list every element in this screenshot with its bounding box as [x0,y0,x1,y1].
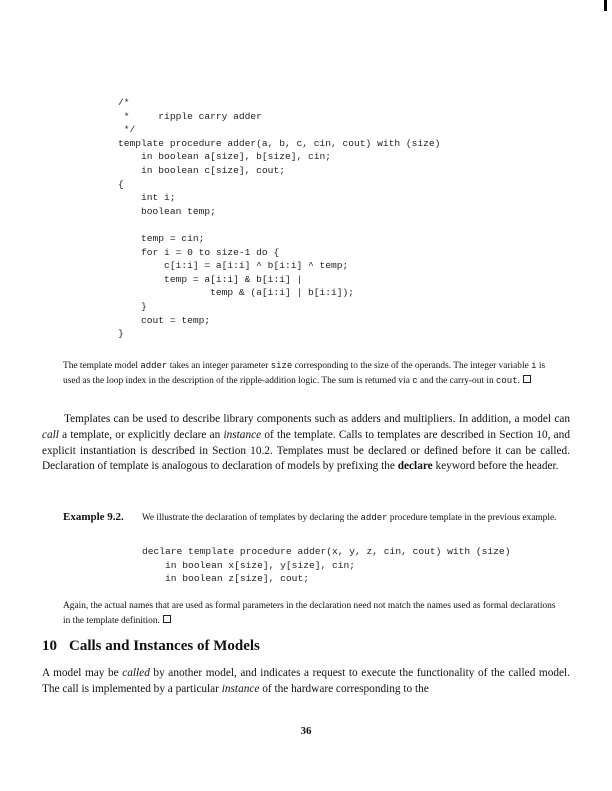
text: and the carry-out in [417,376,496,386]
section-heading [42,638,272,655]
code-text: cout [496,376,518,386]
code-line: temp = cin; [118,232,205,244]
text: Again, the actual names that are used as formal parameters in the declaration need not match the names used as formal declarations in the template definition. [63,601,556,626]
code-line: /* [118,97,130,108]
code-text: size [270,361,293,371]
example-9-2 [63,510,563,526]
text: of the template. Calls to templates are described in Section 10, and explicit instantiation is described in Section 10.2. Templates must be declared or defined before it can be called. Declaration of template is analogous to declaration of models by prefixing the [42,428,570,473]
paragraph-templates [42,412,570,475]
code-line: in boolean x[size], y[size], cin; [142,559,356,571]
section-title: Calls and Instances of Models [69,638,260,654]
again-note [63,599,563,629]
page-number: 36 [300,725,312,737]
code-line [118,218,440,232]
code-text: adder [360,513,388,523]
emphasis: instance [221,682,260,695]
text: of the hardware corresponding to the [259,682,429,695]
text: . [517,376,520,386]
scan-mark [604,0,607,11]
text: corresponding to the size of the operands. The integer variable [292,361,532,371]
code-block-declare [142,545,510,586]
code-line: * ripple carry adder [118,110,262,122]
end-of-example-icon [163,615,171,623]
code-line: temp & (a[i:i] | b[i:i]); [118,287,355,299]
text: takes an integer parameter [167,361,271,371]
code-line: in boolean c[size], cout; [118,164,285,176]
text: The template model [63,361,141,371]
code-line: */ [118,124,136,136]
code-line: declare template procedure adder(x, y, z, cin, cout) with (size) [142,546,511,557]
text: procedure template in the previous example. [387,513,557,523]
code-text: i [531,361,537,371]
code-line: } [118,300,147,312]
example-label: Example 9.2. [63,511,124,523]
code-line: temp = a[i:i] & b[i:i] | [118,273,303,285]
emphasis: called [122,667,150,679]
emphasis: instance [223,428,262,441]
code-line: template procedure adder(a, b, c, cin, cout) with (size) [118,137,441,149]
code-line: int i; [118,192,176,204]
code-line: { [118,178,124,190]
paragraph-calls [42,666,570,698]
text: We illustrate the declaration of templates by declaring the [141,513,361,523]
code-block-ripple-adder [118,96,440,341]
code-line: } [118,328,124,340]
code-text: c [412,376,418,386]
text: is used as the loop index in the description of the ripple-addition logic. The sum is returned via [63,361,546,386]
code-line: for i = 0 to size-1 do { [118,246,280,258]
text: Templates can be used to describe library components such as adders and multipliers. In addition, a model can [64,413,570,425]
code-line: in boolean a[size], b[size], cin; [118,151,332,163]
section-number: 10 [42,638,57,654]
code-line: boolean temp; [118,205,216,217]
text: keyword before the header. [432,460,559,473]
code-text: adder [140,361,168,371]
keyword: declare [397,460,433,473]
emphasis: call [42,428,59,441]
example-caption [63,359,563,389]
code-line: cout = temp; [118,314,211,326]
text: A model may be [42,667,123,679]
text: a template, or explicitly declare an [58,428,224,441]
code-line: in boolean z[size], cout; [142,573,309,585]
code-line: c[i:i] = a[i:i] ^ b[i:i] ^ temp; [118,260,349,272]
text: by another model, and indicates a request to execute the functionality of the called model. The call is implemented by a particular [42,667,570,695]
end-of-example-icon [523,375,531,383]
